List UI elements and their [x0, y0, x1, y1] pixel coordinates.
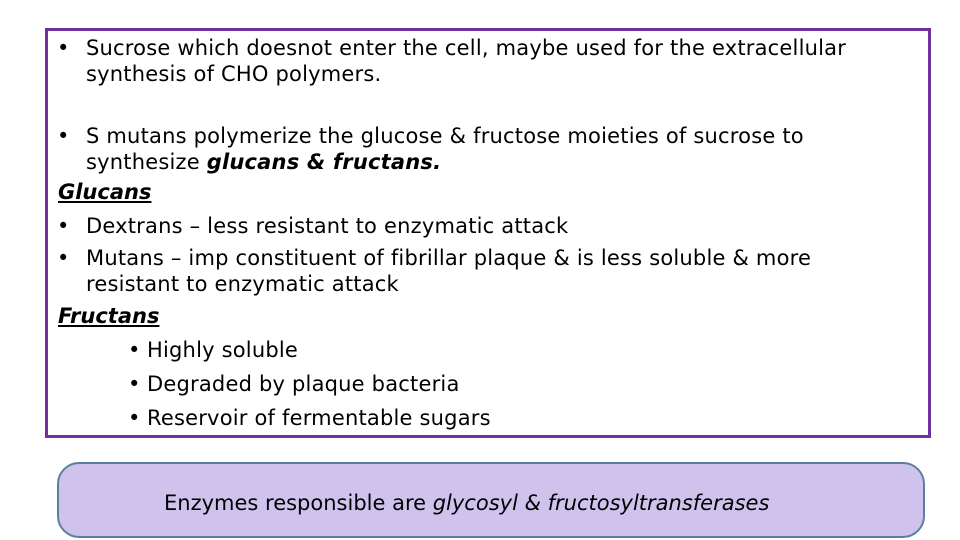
- bullet-icon: •: [57, 214, 70, 238]
- bullet-icon: •: [128, 406, 141, 430]
- enzymes-callout: [57, 462, 925, 538]
- enzymes-prefix: Enzymes responsible are: [164, 491, 433, 515]
- mutans-line-2: resistant to enzymatic attack: [86, 272, 399, 296]
- s-mutans-line-1: S mutans polymerize the glucose & fructose moieties of sucrose to: [86, 124, 804, 148]
- sucrose-line-1: Sucrose which doesnot enter the cell, maybe used for the extracellular: [86, 36, 847, 60]
- mutans-line-1: Mutans – imp constituent of fibrillar plaque & is less soluble & more: [86, 246, 812, 270]
- glucans-heading: Glucans: [58, 180, 152, 204]
- dextrans-text: Dextrans – less resistant to enzymatic attack: [86, 214, 569, 238]
- fructans-item-text: Highly soluble: [147, 338, 299, 362]
- s-mutans-line-2-emphasis: glucans & fructans.: [206, 150, 442, 174]
- fructans-heading: Fructans: [58, 304, 160, 328]
- bullet-icon: •: [57, 246, 70, 270]
- content-box: [45, 28, 931, 438]
- s-mutans-line-2: [86, 149, 441, 175]
- sucrose-line-2: synthesis of CHO polymers.: [86, 62, 382, 86]
- fructans-item-text: Reservoir of fermentable sugars: [147, 406, 491, 430]
- bullet-icon: •: [128, 372, 141, 396]
- enzymes-names: glycosyl & fructosyltransferases: [432, 491, 770, 515]
- enzymes-text: [164, 490, 769, 516]
- fructans-item-text: Degraded by plaque bacteria: [147, 372, 460, 396]
- s-mutans-line-2-prefix: synthesize: [86, 150, 207, 174]
- bullet-icon: •: [57, 124, 70, 148]
- bullet-icon: •: [128, 338, 141, 362]
- bullet-icon: •: [57, 36, 70, 60]
